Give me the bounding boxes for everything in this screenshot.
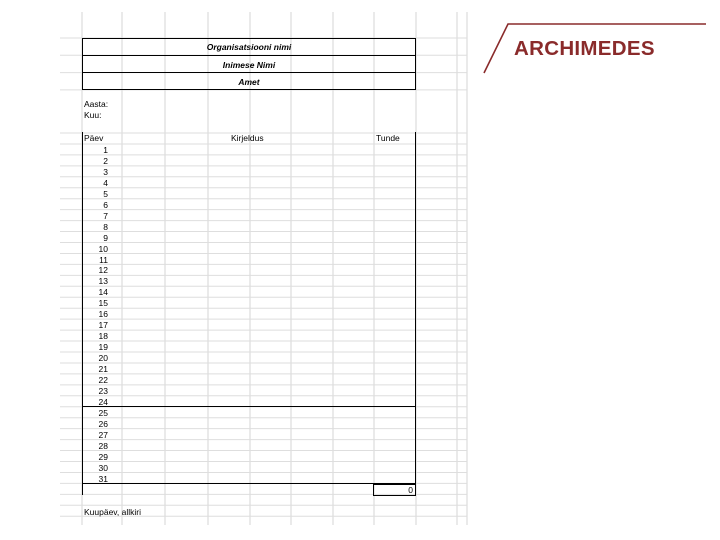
day-number: 3 (103, 167, 108, 177)
day-number: 6 (103, 200, 108, 210)
day-row[interactable] (82, 330, 416, 341)
table-bottom-border (82, 483, 416, 484)
position-title[interactable]: Amet (238, 77, 260, 87)
day-number: 12 (98, 265, 108, 276)
day-row[interactable] (82, 297, 416, 308)
day-row[interactable] (82, 166, 416, 177)
year-label: Aasta: (84, 99, 109, 109)
day-row[interactable] (82, 221, 416, 232)
day-row[interactable] (82, 440, 416, 451)
day-number: 1 (103, 145, 108, 155)
day-number: 19 (98, 342, 108, 352)
logo-wordmark: ARCHIMEDES (514, 37, 655, 60)
day-number: 31 (98, 473, 108, 484)
day-row[interactable] (82, 232, 416, 243)
day-number: 16 (98, 309, 108, 320)
day-row[interactable] (82, 254, 416, 265)
description-column-header: Kirjeldus (231, 133, 264, 143)
day-row[interactable] (82, 451, 416, 462)
month-label: Kuu: (84, 110, 102, 120)
day-row[interactable] (82, 396, 416, 407)
day-number: 8 (103, 221, 108, 232)
day-number: 10 (98, 243, 108, 254)
date-signature-label: Kuupäev, allkiri (84, 507, 142, 517)
day-row[interactable] (82, 264, 416, 275)
day-number: 13 (98, 276, 108, 287)
day-number: 18 (98, 331, 108, 341)
day-number: 15 (98, 298, 108, 309)
day-row[interactable] (82, 352, 416, 363)
day-row[interactable] (82, 177, 416, 188)
day-column-header: Päev (84, 133, 104, 143)
day-number: 20 (98, 353, 108, 363)
day-row[interactable] (82, 308, 416, 319)
total-hours: 0 (408, 485, 413, 495)
day-row[interactable] (82, 243, 416, 254)
day-number: 27 (98, 429, 108, 440)
day-row[interactable] (82, 374, 416, 385)
day-number: 28 (98, 440, 108, 451)
day-row[interactable] (82, 418, 416, 429)
day-row[interactable] (82, 473, 416, 484)
day-number: 30 (98, 462, 108, 473)
day-number: 24 (98, 397, 108, 407)
day-row[interactable] (82, 199, 416, 210)
day-row[interactable] (82, 319, 416, 330)
day-row[interactable] (82, 210, 416, 221)
day-row[interactable] (82, 385, 416, 396)
day-number: 11 (99, 254, 108, 265)
day-row[interactable] (82, 341, 416, 352)
day-number: 23 (98, 386, 108, 396)
day-row[interactable] (82, 462, 416, 473)
day-row[interactable] (82, 144, 416, 155)
org-name[interactable]: Organisatsiooni nimi (206, 42, 292, 52)
day-number: 25 (98, 408, 108, 418)
day-number: 2 (103, 156, 108, 166)
day-row[interactable] (82, 429, 416, 440)
hours-column-header: Tunde (376, 133, 400, 143)
day-row[interactable] (82, 407, 416, 418)
day-number: 4 (103, 178, 108, 188)
person-name[interactable]: Inimese Nimi (222, 60, 276, 70)
day-number: 26 (98, 419, 108, 429)
day-number: 17 (98, 320, 108, 330)
day-row[interactable] (82, 275, 416, 286)
archimedes-logo (480, 18, 710, 78)
day-number: 22 (98, 375, 108, 385)
day-number: 29 (98, 451, 108, 462)
day-number: 5 (103, 189, 108, 199)
day-row[interactable] (82, 188, 416, 199)
day-row[interactable] (82, 155, 416, 166)
day-number: 14 (98, 287, 108, 298)
day-number: 21 (98, 364, 108, 374)
day-number: 7 (103, 210, 108, 221)
day-row[interactable] (82, 363, 416, 374)
day-number: 9 (103, 232, 108, 243)
day-row[interactable] (82, 286, 416, 297)
